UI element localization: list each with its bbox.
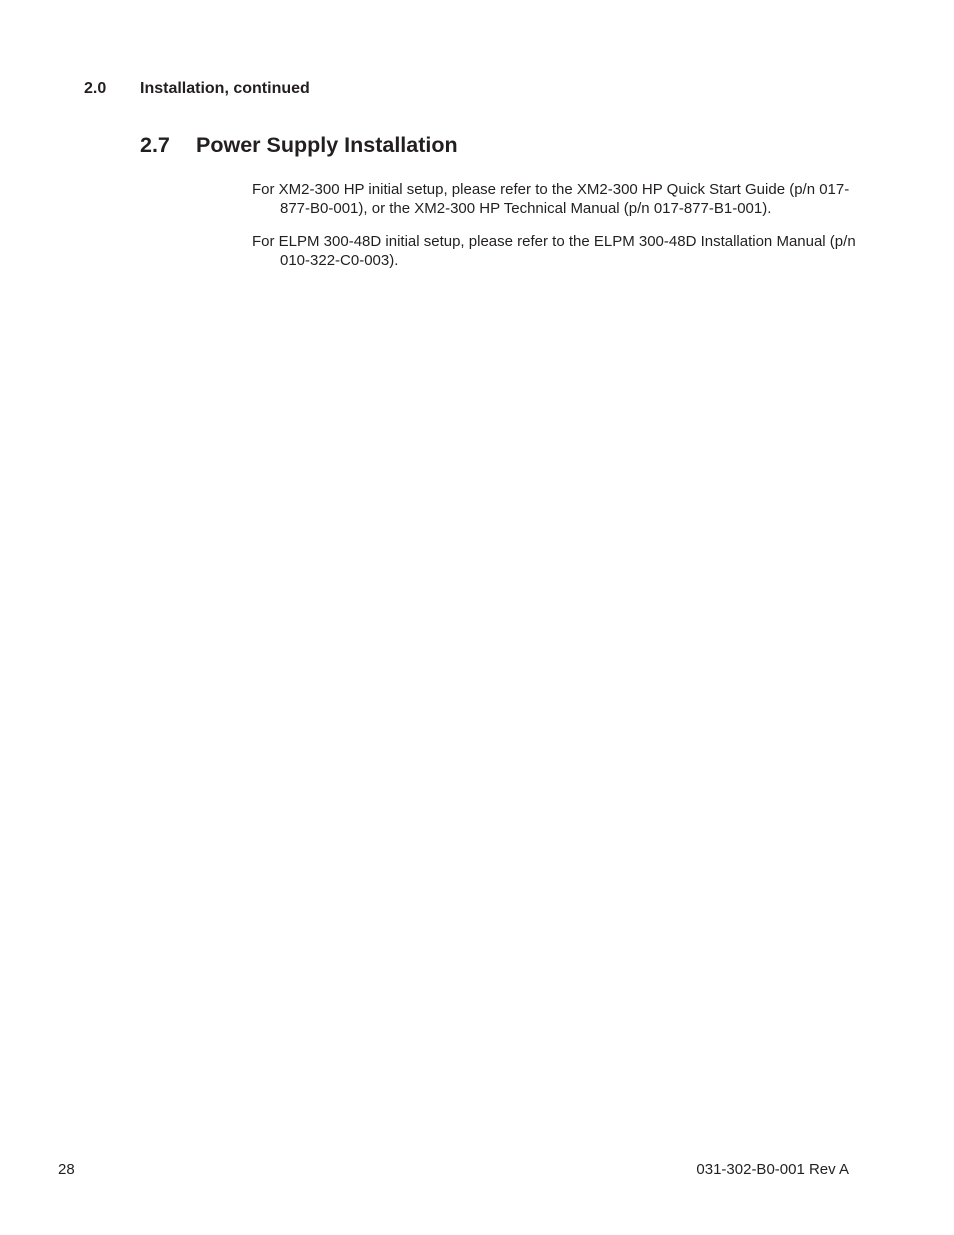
running-header-number: 2.0 bbox=[84, 80, 107, 97]
running-header bbox=[84, 80, 310, 98]
paragraph-elpm-setup: For ELPM 300-48D initial setup, please refer to the ELPM 300-48D Installation Manual (p/n 010-322-C0-003). bbox=[252, 233, 856, 269]
paragraph-xm2-setup: For XM2-300 HP initial setup, please refer to the XM2-300 HP Quick Start Guide (p/n 017-877-B0-001), or the XM2-300 HP Technical Manual (p/n 017-877-B1-001). bbox=[252, 181, 850, 217]
running-header-title: Installation, continued bbox=[140, 80, 310, 97]
body-text bbox=[252, 180, 862, 284]
section-title: Power Supply Installation bbox=[196, 133, 458, 157]
section-heading bbox=[140, 133, 458, 158]
page-number: 28 bbox=[58, 1161, 75, 1178]
document-id: 031-302-B0-001 Rev A bbox=[696, 1161, 849, 1178]
section-number: 2.7 bbox=[140, 133, 170, 157]
